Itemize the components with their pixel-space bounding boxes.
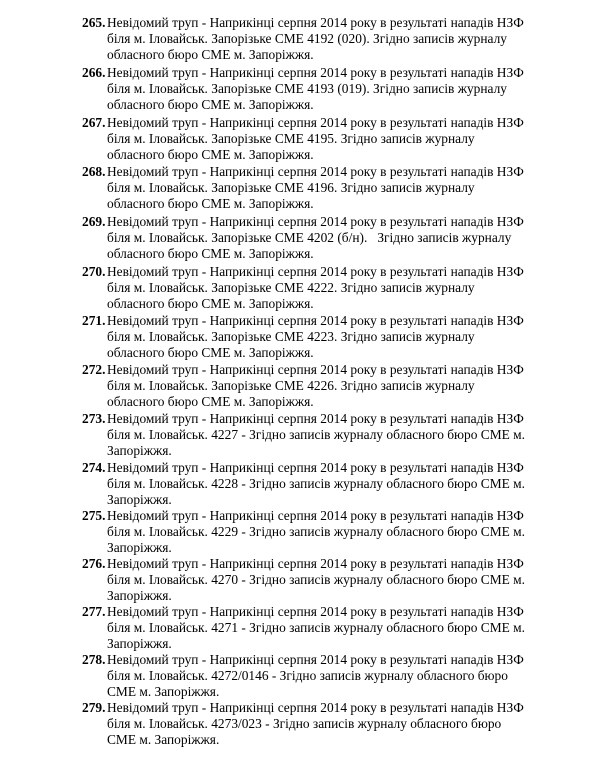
entry-text: обласного бюро СМЕ м. Запоріжжя. [107,195,314,211]
entry-number: 277. [82,604,106,619]
entry-text: Невідомий труп - Наприкінці серпня 2014 року в результаті нападів НЗФ [107,15,524,30]
entry-text: СМЕ м. Запоріжжя. [107,731,220,747]
entry-text: Запоріжжя. [107,539,172,555]
entry-text: Невідомий труп - Наприкінці серпня 2014 року в результаті нападів НЗФ [107,652,524,667]
entry-first-line [82,652,582,668]
entry-text: біля м. Іловайськ. 4270 - Згідно записів журналу обласного бюро СМЕ м. [107,571,525,587]
entry-text: Запоріжжя. [107,491,172,507]
list-item [82,15,582,62]
entry-number: 275. [82,508,106,523]
entry-number: 270. [82,264,106,279]
entry-text: біля м. Іловайськ. 4273/023 - Згідно записів журналу обласного бюро [107,715,502,731]
entry-first-line [82,115,582,131]
entry-number: 279. [82,700,106,715]
entry-text: Невідомий труп - Наприкінці серпня 2014 року в результаті нападів НЗФ [107,164,524,179]
entry-number: 273. [82,411,106,426]
entry-text: Запоріжжя. [107,442,172,458]
list-item [82,65,582,112]
entry-text: СМЕ м. Запоріжжя. [107,683,220,699]
entry-number: 266. [82,65,106,80]
entry-text: Невідомий труп - Наприкінці серпня 2014 року в результаті нападів НЗФ [107,214,524,229]
entry-number: 278. [82,652,106,667]
entry-text: обласного бюро СМЕ м. Запоріжжя. [107,46,314,62]
entry-first-line [82,460,582,476]
entry-text: біля м. Іловайськ. 4271 - Згідно записів журналу обласного бюро СМЕ м. [107,619,525,635]
entry-text: Запоріжжя. [107,587,172,603]
entry-number: 271. [82,313,106,328]
entry-text: біля м. Іловайськ. Запорізьке СМЕ 4192 (020). Згідно записів журналу [107,30,507,46]
list-item [82,508,582,555]
entry-text: обласного бюро СМЕ м. Запоріжжя. [107,344,314,360]
list-item [82,700,582,747]
entry-first-line [82,65,582,81]
entry-text: біля м. Іловайськ. Запорізьке СМЕ 4223. Згідно записів журналу [107,328,475,344]
entry-number: 269. [82,214,106,229]
entry-first-line [82,15,582,31]
entry-first-line [82,411,582,427]
entry-text: обласного бюро СМЕ м. Запоріжжя. [107,245,314,261]
entry-text: обласного бюро СМЕ м. Запоріжжя. [107,146,314,162]
entry-first-line [82,604,582,620]
entry-text: біля м. Іловайськ. Запорізьке СМЕ 4226. Згідно записів журналу [107,377,475,393]
entry-text: Невідомий труп - Наприкінці серпня 2014 року в результаті нападів НЗФ [107,460,524,475]
entry-text: обласного бюро СМЕ м. Запоріжжя. [107,96,314,112]
entry-first-line [82,508,582,524]
entry-text: Невідомий труп - Наприкінці серпня 2014 року в результаті нападів НЗФ [107,65,524,80]
entry-text: біля м. Іловайськ. 4229 - Згідно записів журналу обласного бюро СМЕ м. [107,523,525,539]
list-item [82,164,582,211]
entry-first-line [82,164,582,180]
entry-number: 272. [82,362,106,377]
entry-text: Невідомий труп - Наприкінці серпня 2014 року в результаті нападів НЗФ [107,115,524,130]
list-item [82,556,582,603]
entry-text: біля м. Іловайськ. Запорізьке СМЕ 4202 (б/н). Згідно записів журналу [107,229,512,245]
entry-first-line [82,700,582,716]
entry-text: Невідомий труп - Наприкінці серпня 2014 року в результаті нападів НЗФ [107,411,524,426]
entry-number: 268. [82,164,106,179]
entry-text: Невідомий труп - Наприкінці серпня 2014 року в результаті нападів НЗФ [107,508,524,523]
entry-number: 276. [82,556,106,571]
list-item [82,652,582,699]
list-item [82,313,582,360]
entry-text: Невідомий труп - Наприкінці серпня 2014 року в результаті нападів НЗФ [107,700,524,715]
entry-text: Невідомий труп - Наприкінці серпня 2014 року в результаті нападів НЗФ [107,556,524,571]
list-item [82,115,582,162]
entry-text: Запоріжжя. [107,635,172,651]
entry-text: біля м. Іловайськ. Запорізьке СМЕ 4193 (019). Згідно записів журналу [107,80,507,96]
entry-text: Невідомий труп - Наприкінці серпня 2014 року в результаті нападів НЗФ [107,313,524,328]
entry-text: біля м. Іловайськ. Запорізьке СМЕ 4195. Згідно записів журналу [107,130,475,146]
entry-first-line [82,362,582,378]
entry-text: Невідомий труп - Наприкінці серпня 2014 року в результаті нападів НЗФ [107,264,524,279]
entry-number: 274. [82,460,106,475]
entry-text: Невідомий труп - Наприкінці серпня 2014 року в результаті нападів НЗФ [107,604,524,619]
entry-text: обласного бюро СМЕ м. Запоріжжя. [107,295,314,311]
entry-text: біля м. Іловайськ. 4272/0146 - Згідно записів журналу обласного бюро [107,667,508,683]
entry-first-line [82,556,582,572]
entry-text: біля м. Іловайськ. 4228 - Згідно записів журналу обласного бюро СМЕ м. [107,475,525,491]
entry-text: біля м. Іловайськ. Запорізьке СМЕ 4222. Згідно записів журналу [107,279,475,295]
entry-text: Невідомий труп - Наприкінці серпня 2014 року в результаті нападів НЗФ [107,362,524,377]
entry-text: обласного бюро СМЕ м. Запоріжжя. [107,393,314,409]
list-item [82,460,582,507]
entry-first-line [82,313,582,329]
entry-number: 265. [82,15,106,30]
entry-number: 267. [82,115,106,130]
list-item [82,411,582,458]
entry-text: біля м. Іловайськ. Запорізьке СМЕ 4196. Згідно записів журналу [107,179,475,195]
list-item [82,604,582,651]
list-item [82,362,582,409]
list-item [82,214,582,261]
entry-text: біля м. Іловайськ. 4227 - Згідно записів журналу обласного бюро СМЕ м. [107,426,525,442]
list-item [82,264,582,311]
entry-first-line [82,214,582,230]
entry-first-line [82,264,582,280]
